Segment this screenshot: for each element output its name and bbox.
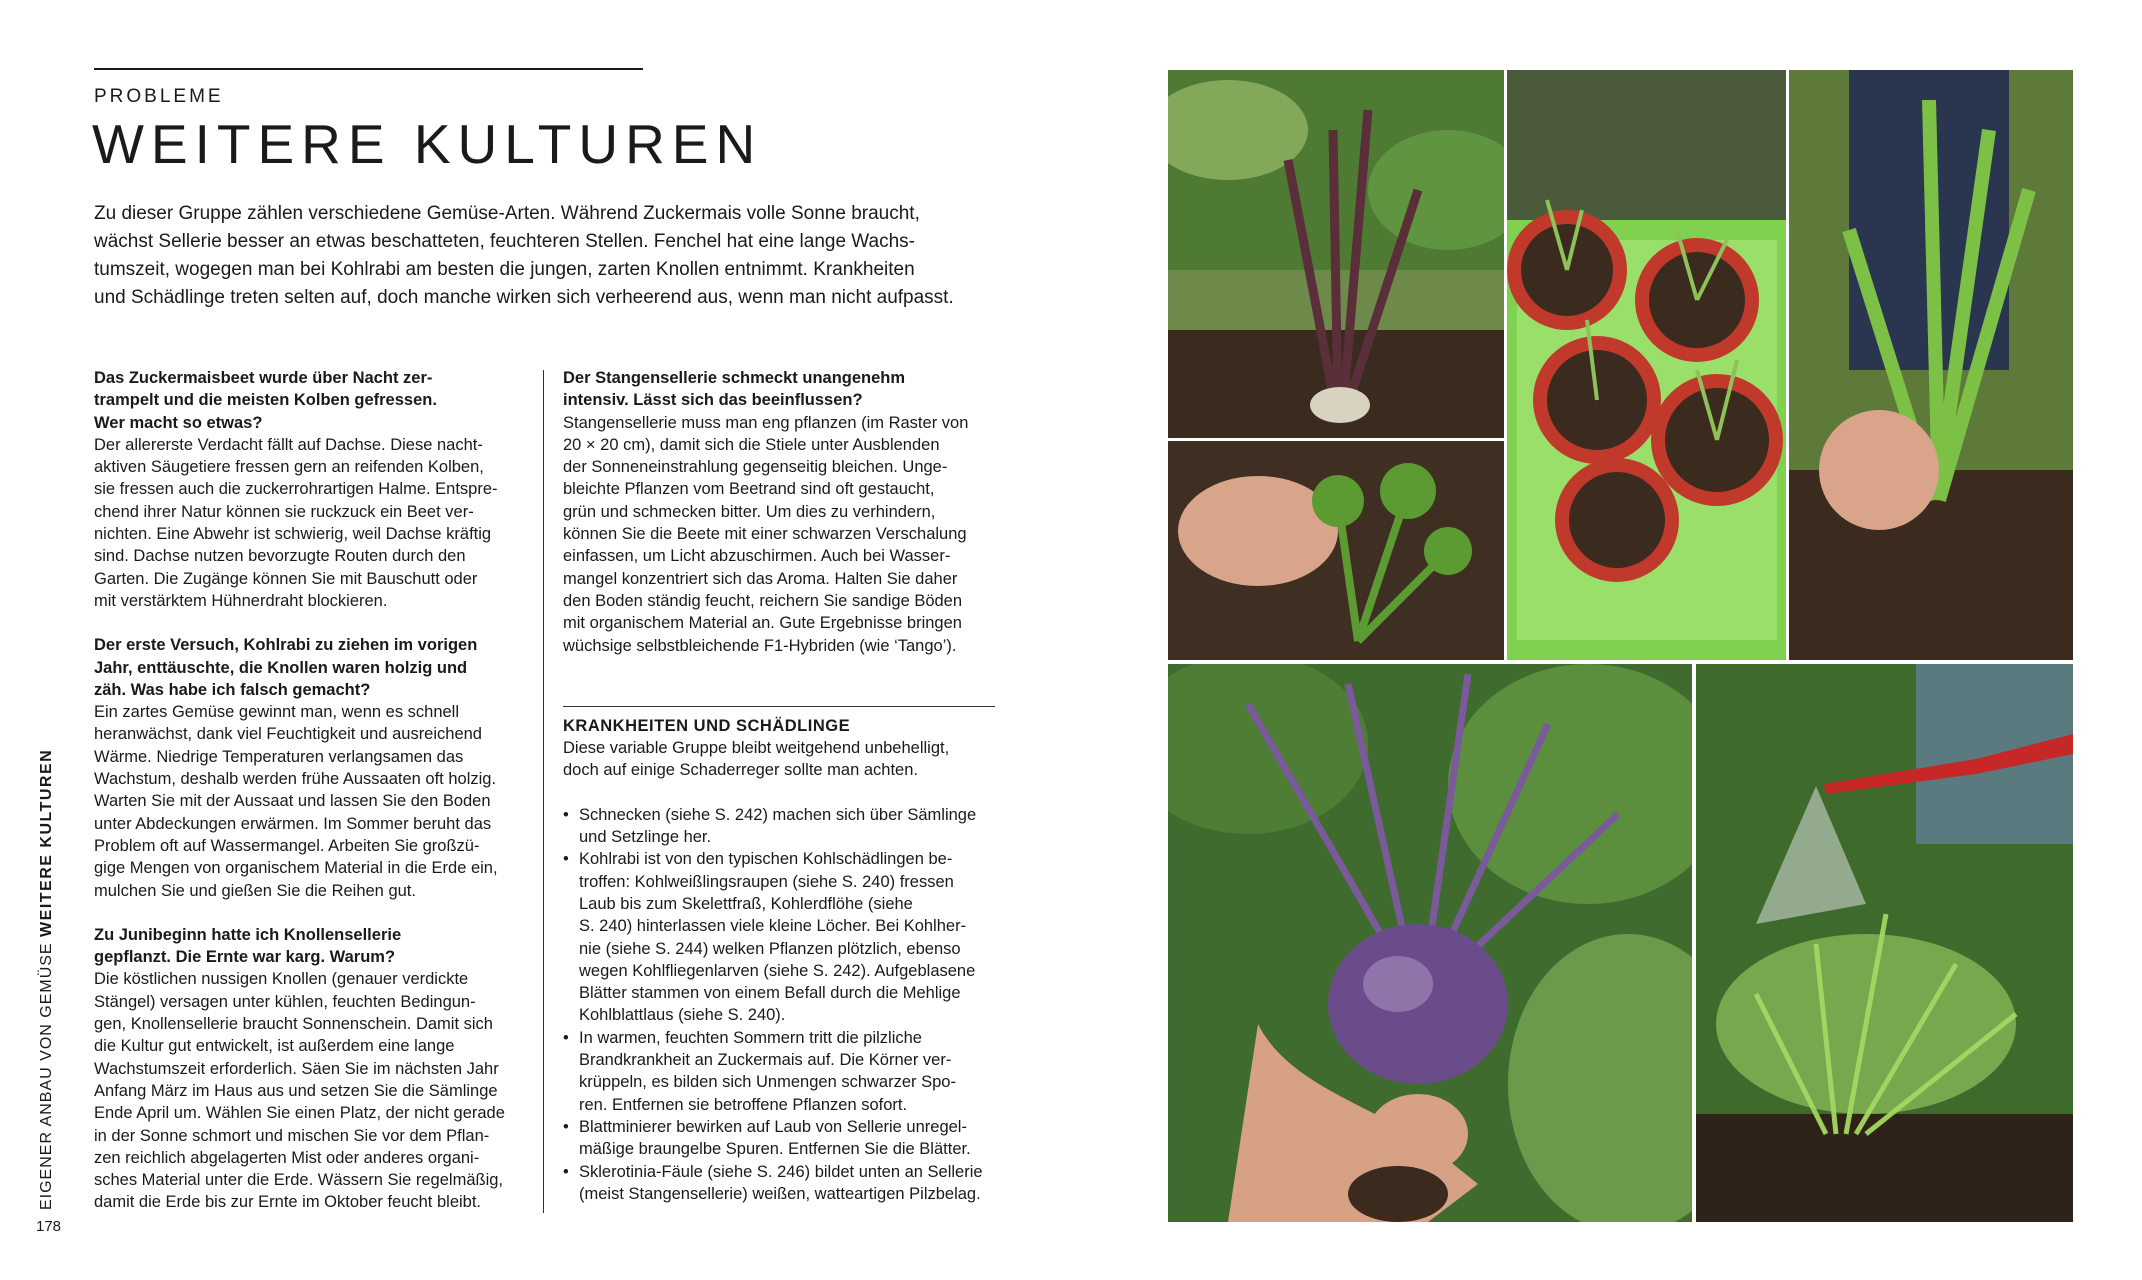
answer-line: Ein zartes Gemüse gewinnt man, wenn es schnell: [94, 703, 460, 722]
answer-line: sind. Dachse nutzen bevorzugte Routen durch den: [94, 547, 466, 566]
photo-planting-celery: [1168, 441, 1504, 660]
answer-line: Problem oft auf Wassermangel. Arbeiten Sie großzü-: [94, 836, 480, 855]
answer-kohlrabi: [94, 701, 534, 902]
answer-line: grün und schmecken bitter. Um dies zu verhindern,: [563, 502, 936, 521]
answer-line: einfassen, um Licht abzuschirmen. Auch bei Wasser-: [563, 547, 951, 566]
page-title: WEITERE KULTUREN: [92, 113, 763, 175]
question-line: Zu Junibeginn hatte ich Knollensellerie: [94, 925, 402, 944]
list-item: • Schnecken (siehe S. 242) machen sich über Sämlinge und Setzlinge her.: [563, 804, 1003, 849]
answer-line: gige Mengen von organischem Material in die Erde ein,: [94, 859, 498, 878]
question-line: gepflanzt. Die Ernte war karg. Warum?: [94, 948, 396, 967]
answer-celeriac: [94, 968, 534, 1213]
answer-line: sches Material unter die Erde. Wässern Sie regelmäßig,: [94, 1171, 504, 1190]
section-intro-line: Diese variable Gruppe bleibt weitgehend unbehelligt,: [563, 739, 950, 758]
photo-watering-fennel: [1696, 664, 2073, 1222]
answer-line: Die köstlichen nussigen Knollen (genauer verdickte: [94, 970, 469, 989]
intro-paragraph: [94, 200, 954, 312]
list-item: • Sklerotinia-Fäule (siehe S. 246) bildet unten an Sellerie (meist Stangensellerie) weißen, watteartigen Pilzbelag.: [563, 1161, 1003, 1206]
intro-line: und Schädlinge treten selten auf, doch manche wirken sich verheerend aus, wenn man nicht aufpasst.: [94, 287, 954, 308]
section-intro-line: doch auf einige Schaderreger sollte man achten.: [563, 761, 918, 780]
footer-section-label: EIGENER ANBAU VON GEMÜSE: [38, 942, 55, 1210]
answer-line: Garten. Die Zugänge können Sie mit Bauschutt oder: [94, 569, 478, 588]
answer-line: in der Sonne schmort und mischen Sie vor dem Pflan-: [94, 1126, 490, 1145]
answer-line: zen reichlich abgelagerten Mist oder anderes organi-: [94, 1148, 480, 1167]
question-line: intensiv. Lässt sich das beeinflussen?: [563, 391, 863, 410]
answer-line: sie fressen auch die zuckerrohrartigen Halme. Entspre-: [94, 480, 498, 499]
answer-line: Wärme. Niedrige Temperaturen verlangsamen das: [94, 747, 464, 766]
answer-line: bleichte Pflanzen vom Beetrand sind oft gestaucht,: [563, 480, 935, 499]
answer-line: aktiven Säugetiere fressen gern an reifenden Kolben,: [94, 458, 484, 477]
photo-celery-plant: [1168, 70, 1504, 438]
page-number: 178: [36, 1218, 62, 1235]
list-item: • Kohlrabi ist von den typischen Kohlschädlingen be- troffen: Kohlweißlingsraupen (siehe S. 240) fressen Laub bis zum Skelettfraß, Kohlerdflöhe (siehe S. 240) hinterlassen viele kleine Löcher. Bei Kohlher- nie (siehe S. 244) welken Pflanzen plötzlich, ebenso wegen Kohlfliegenlarven (siehe S. 242). Aufgeblasene Blätter stammen von einem Befall durch die Mehlige Kohlblattlaus (siehe S. 240).: [563, 848, 1003, 1026]
photo-sweetcorn: [1789, 70, 2073, 660]
footer-chapter-label: WEITERE KULTUREN: [38, 748, 55, 937]
answer-line: Wachstum, deshalb werden frühe Aussaaten oft holzig.: [94, 770, 497, 789]
answer-celery: [563, 412, 1003, 657]
answer-line: mit verstärktem Hühnerdraht blockieren.: [94, 591, 388, 610]
header-rule: [94, 68, 643, 70]
intro-line: wächst Sellerie besser an etwas beschatteten, feuchteren Stellen. Fenchel hat eine lange Wachs-: [94, 231, 915, 252]
answer-line: mangel konzentriert sich das Aroma. Halten Sie daher: [563, 569, 958, 588]
answer-line: Stangensellerie muss man eng pflanzen (im Raster von: [563, 413, 969, 432]
answer-line: nichten. Eine Abwehr ist schwierig, weil Dachse kräftig: [94, 525, 492, 544]
question-line: Wer macht so etwas?: [94, 413, 263, 432]
section-rule: [563, 706, 995, 707]
list-item: • Blattminierer bewirken auf Laub von Sellerie unregel- mäßige braungelbe Spuren. Entfernen Sie die Blätter.: [563, 1116, 1003, 1161]
answer-line: 20 × 20 cm), damit sich die Stiele unter Ausblenden: [563, 435, 940, 454]
question-line: Der Stangensellerie schmeckt unangenehm: [563, 369, 906, 387]
answer-line: Warten Sie mit der Aussaat und lassen Sie den Boden: [94, 792, 491, 811]
answer-badger: [94, 434, 534, 612]
column-divider: [543, 370, 544, 1213]
answer-line: unter Abdeckungen erwärmen. Im Sommer beruht das: [94, 814, 492, 833]
answer-line: Ende April um. Wählen Sie einen Platz, der nicht gerade: [94, 1104, 505, 1123]
answer-line: die Kultur gut entwickelt, ist außerdem eine lange: [94, 1037, 455, 1056]
text-column-left: [94, 367, 534, 1214]
photo-kohlrabi: [1168, 664, 1692, 1222]
intro-line: Zu dieser Gruppe zählen verschiedene Gemüse-Arten. Während Zuckermais volle Sonne braucht,: [94, 203, 920, 224]
answer-line: wüchsige selbstbleichende F1-Hybriden (wie ‘Tango’).: [563, 636, 957, 655]
text-column-right: [563, 367, 1003, 1205]
answer-line: können Sie die Beete mit einer schwarzen Verschalung: [563, 525, 967, 544]
answer-line: mit organischem Material an. Gute Ergebnisse bringen: [563, 614, 962, 633]
question-line: Das Zuckermaisbeet wurde über Nacht zer-: [94, 369, 433, 387]
photo-seedling-pots: [1507, 70, 1786, 660]
answer-line: gen, Knollensellerie braucht Sonnenschein. Damit sich: [94, 1015, 493, 1034]
question-line: Der erste Versuch, Kohlrabi zu ziehen im vorigen: [94, 636, 478, 655]
answer-line: Der allererste Verdacht fällt auf Dachse. Diese nacht-: [94, 435, 483, 454]
intro-line: tumszeit, wogegen man bei Kohlrabi am besten die jungen, zarten Knollen entnimmt. Krankheiten: [94, 259, 915, 280]
answer-line: chend ihrer Natur können sie ruckzuck ein Beet ver-: [94, 502, 474, 521]
bullet-list: [563, 804, 1003, 1205]
answer-line: den Boden ständig feucht, reichern Sie sandige Böden: [563, 591, 963, 610]
question-line: trampelt und die meisten Kolben gefressen.: [94, 391, 437, 410]
answer-line: Wachstumszeit erforderlich. Säen Sie im nächsten Jahr: [94, 1059, 499, 1078]
section-kicker: PROBLEME: [94, 86, 224, 107]
running-footer: [38, 749, 56, 1210]
answer-line: damit die Erde bis zur Ernte im Oktober feucht bleibt.: [94, 1193, 482, 1212]
list-item: • In warmen, feuchten Sommern tritt die pilzliche Brandkrankheit an Zuckermais auf. Die Körner ver- krüppeln, es bilden sich Unmengen schwarzer Spo- ren. Entfernen sie betroffene Pflanzen sofort.: [563, 1027, 1003, 1116]
answer-line: der Sonneneinstrahlung gegenseitig bleichen. Unge-: [563, 458, 948, 477]
question-celeriac: [94, 924, 534, 969]
answer-line: Anfang März im Haus aus und setzen Sie die Sämlinge: [94, 1081, 498, 1100]
question-line: Jahr, enttäuschte, die Knollen waren holzig und: [94, 658, 468, 677]
answer-line: mulchen Sie und gießen Sie die Reihen gut.: [94, 881, 416, 900]
answer-line: heranwächst, dank viel Feuchtigkeit und ausreichend: [94, 725, 482, 744]
question-line: zäh. Was habe ich falsch gemacht?: [94, 680, 371, 699]
section-heading-diseases: KRANKHEITEN UND SCHÄDLINGE: [563, 716, 851, 735]
question-celery: [563, 367, 1003, 412]
question-badger: [94, 367, 534, 434]
question-kohlrabi: [94, 634, 534, 701]
answer-line: Stängel) versagen unter kühlen, feuchten Bedingun-: [94, 992, 476, 1011]
